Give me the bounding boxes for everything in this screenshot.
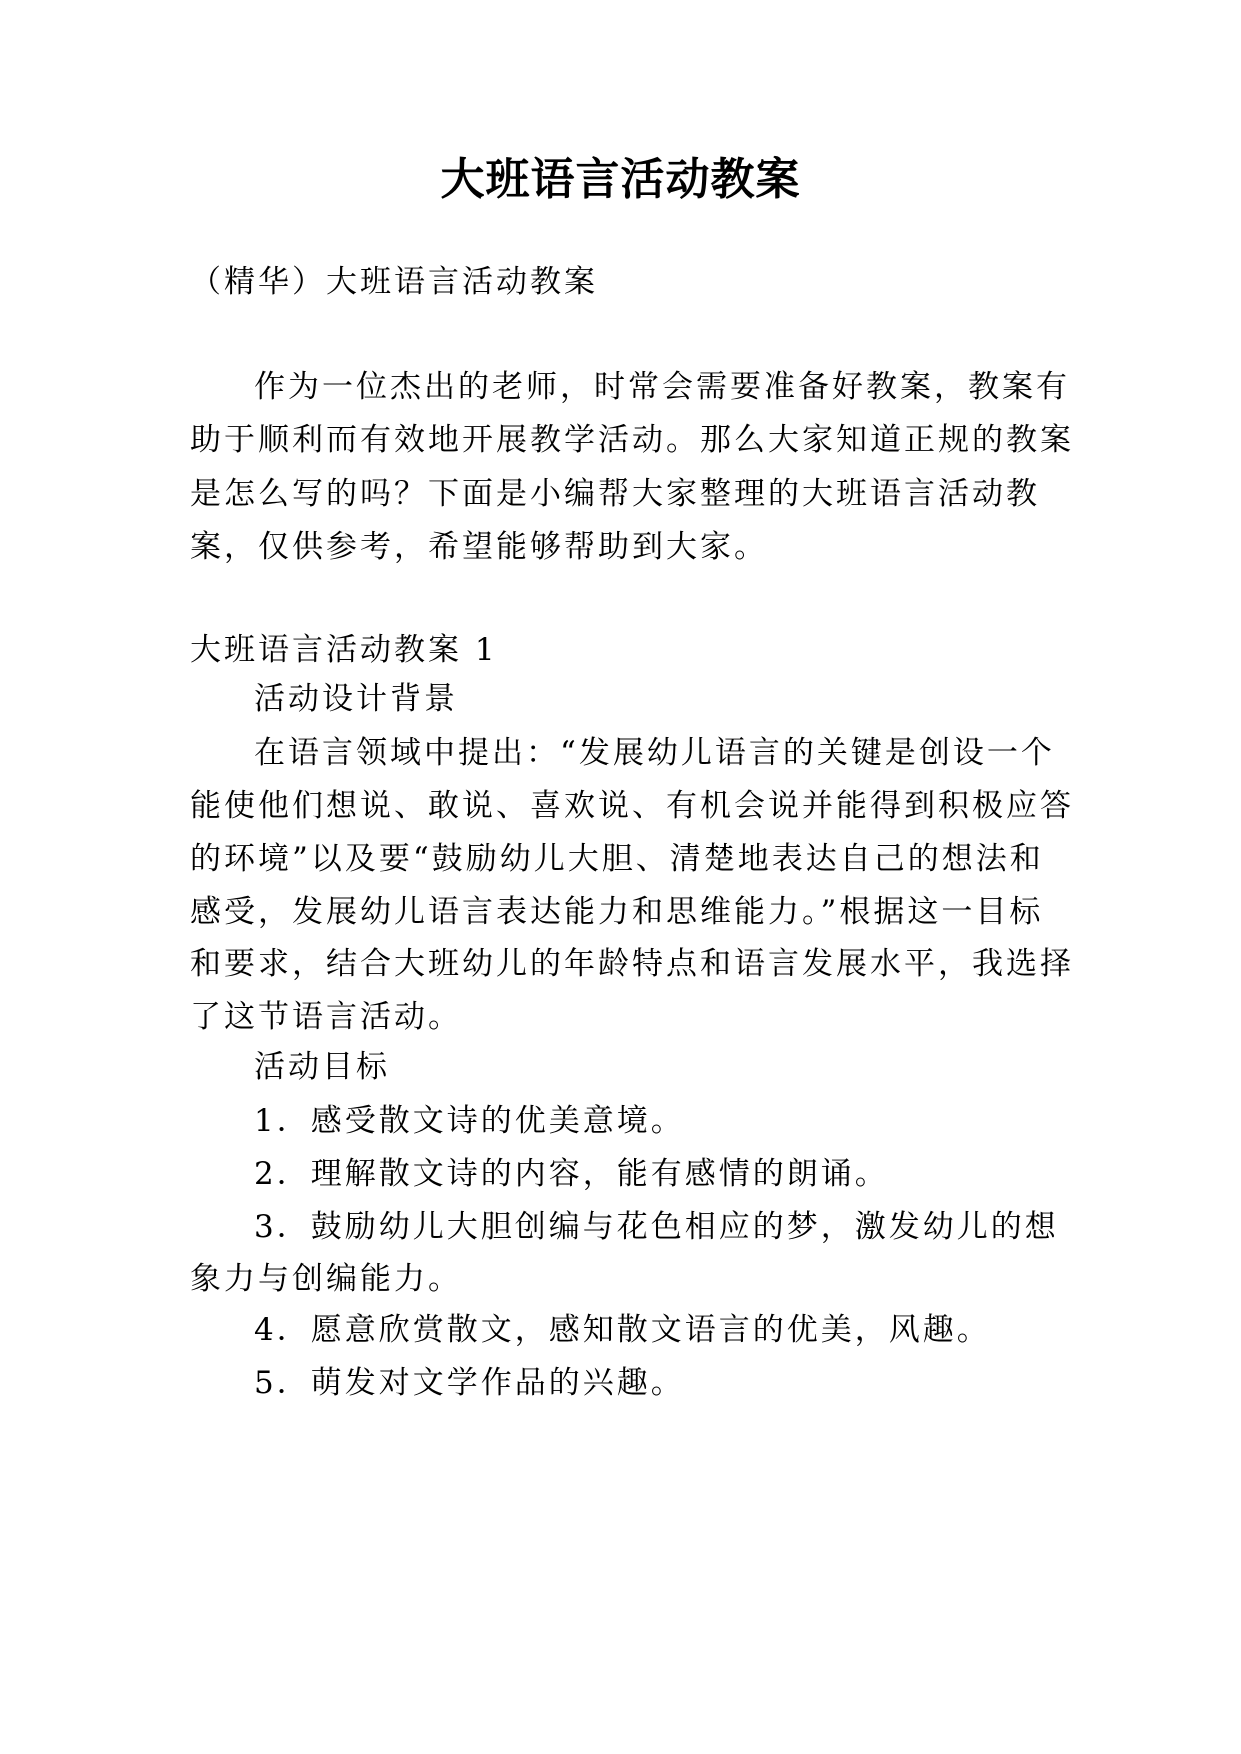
- goal-item-continuation: 象力与创编能力。: [190, 1261, 462, 1297]
- background-line: 了这节语言活动。: [190, 999, 462, 1035]
- document-title: 大班语言活动教案: [440, 154, 801, 205]
- background-line: 的环境”以及要“鼓励幼儿大胆、清楚地表达自己的想法和: [190, 841, 1044, 877]
- goal-item: 5．萌发对文学作品的兴趣。: [254, 1365, 685, 1401]
- goal-item: 2．理解散文诗的内容，能有感情的朗诵。: [254, 1156, 889, 1192]
- background-heading: 活动设计背景: [254, 681, 458, 717]
- intro-line: 助于顺利而有效地开展教学活动。那么大家知道正规的教案: [190, 422, 1074, 458]
- goal-item: 4．愿意欣赏散文，感知散文语言的优美，风趣。: [254, 1312, 991, 1348]
- background-line: 和要求，结合大班幼儿的年龄特点和语言发展水平，我选择: [190, 946, 1074, 982]
- intro-line: 案，仅供参考，希望能够帮助到大家。: [190, 529, 768, 565]
- background-line: 感受，发展幼儿语言表达能力和思维能力。”根据这一目标: [190, 894, 1044, 930]
- goals-heading: 活动目标: [254, 1049, 390, 1085]
- intro-line: 是怎么写的吗？下面是小编帮大家整理的大班语言活动教: [190, 476, 1040, 512]
- goal-item: 3．鼓励幼儿大胆创编与花色相应的梦，激发幼儿的想: [254, 1209, 1059, 1245]
- goal-item: 1．感受散文诗的优美意境。: [254, 1103, 685, 1139]
- document-subtitle: （精华）大班语言活动教案: [190, 264, 598, 300]
- background-line: 在语言领域中提出：“发展幼儿语言的关键是创设一个: [254, 735, 1055, 771]
- section-heading: 大班语言活动教案 1: [190, 632, 498, 668]
- background-line: 能使他们想说、敢说、喜欢说、有机会说并能得到积极应答: [190, 788, 1074, 824]
- intro-line: 作为一位杰出的老师，时常会需要准备好教案，教案有: [254, 369, 1070, 405]
